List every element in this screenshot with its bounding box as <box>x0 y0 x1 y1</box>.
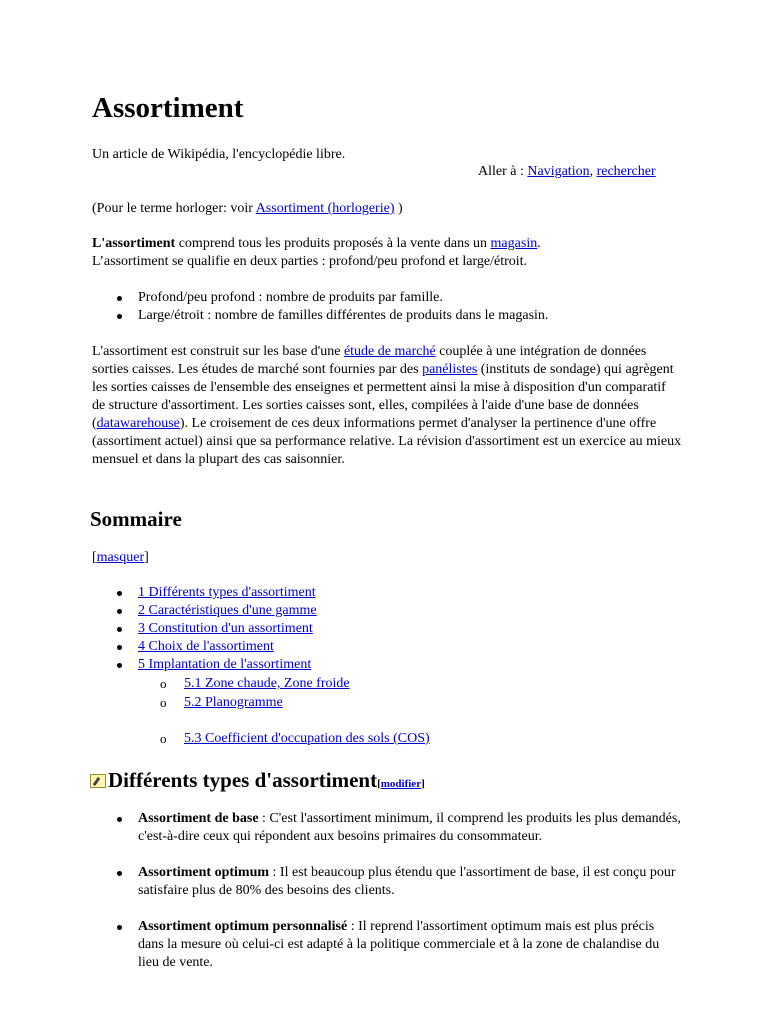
table-of-contents <box>92 584 682 748</box>
toc-heading: Sommaire <box>90 507 182 531</box>
list-item <box>92 307 682 325</box>
intro-bold-term: L'assortiment <box>92 236 176 251</box>
edit-open: [ <box>377 778 381 790</box>
disambig-prefix: (Pour le terme horloger: voir <box>92 201 256 216</box>
definition-list <box>92 289 682 325</box>
item-term: Assortiment optimum <box>138 865 270 880</box>
intro-end: . <box>537 236 541 251</box>
toc-link-5[interactable]: 5 Implantation de l'assortiment <box>138 657 312 672</box>
item-term: Assortiment de base <box>138 811 259 826</box>
list-item <box>92 918 682 972</box>
toc-sublist <box>138 675 682 748</box>
toc-link-5-1[interactable]: 5.1 Zone chaude, Zone froide <box>184 676 350 691</box>
toc-item <box>92 584 682 602</box>
item-text: : Il reprend l'assortiment optimum mais est plus précis dans la mesure où celui-ci est adapté à la politique commerciale et à la zone de chalandise du lieu de vente. <box>138 919 660 970</box>
toc-subitem <box>138 730 682 748</box>
pencil-icon <box>90 774 106 788</box>
jump-search-link[interactable]: rechercher <box>596 164 656 179</box>
edit-close: ] <box>421 778 425 790</box>
item-term: Assortiment optimum personnalisé <box>138 919 348 934</box>
toc-link-1[interactable]: 1 Différents types d'assortiment <box>138 585 316 600</box>
para2-text-3: (instituts de sondage) qui agrègent les sorties caisses de l'ensemble des enseignes et permettent ainsi la mise à disposition d'un comparatif de structure d'assortiment. Les sorties caisses sont, elles, compilées à l'aide d'une base de données ( <box>92 362 674 431</box>
toc-toggle-close: ] <box>144 550 149 565</box>
disambig-link[interactable]: Assortiment (horlogerie) <box>255 201 395 216</box>
jump-prefix: Aller à : <box>478 164 528 179</box>
list-item-text: Large/étroit : nombre de familles différentes de produits dans le magasin. <box>138 308 549 323</box>
para2-text-4: ). Le croisement de ces deux informations permet d'analyser la pertinence d'une offre (assortiment actuel) ainsi que sa performance relative. La révision d'assortiment est un exercice au mieux mensuel et dans la plupart des cas saisonnier. <box>92 416 682 467</box>
assortment-types-list <box>92 810 682 972</box>
toc-subitem <box>138 694 682 712</box>
tagline-text: Un article de Wikipédia, l'encyclopédie libre. <box>92 147 346 162</box>
item-text: : Il est beaucoup plus étendu que l'assortiment de base, il est conçu pour satisfaire plus de 80% des besoins des clients. <box>138 865 676 898</box>
jump-separator: , <box>589 164 597 179</box>
toc-subitem <box>138 675 682 693</box>
toc-item <box>92 656 682 748</box>
section-heading <box>90 766 425 798</box>
toc-link-2[interactable]: 2 Caractéristiques d'une gamme <box>138 603 317 618</box>
toc-link-5-3[interactable]: 5.3 Coefficient d'occupation des sols (COS) <box>184 731 430 746</box>
disambig-suffix: ) <box>394 201 403 216</box>
toc-link-4[interactable]: 4 Choix de l'assortiment <box>138 639 274 654</box>
panelistes-link[interactable]: panélistes <box>422 362 478 377</box>
section-edit <box>377 778 425 790</box>
toc-item <box>92 602 682 620</box>
toc-link-5-2[interactable]: 5.2 Planogramme <box>184 695 283 710</box>
toc-item <box>92 620 682 638</box>
toc-hide-link[interactable]: masquer <box>96 550 145 565</box>
jump-links <box>478 163 656 181</box>
list-item <box>92 810 682 846</box>
magasin-link[interactable]: magasin <box>490 236 538 251</box>
datawarehouse-link[interactable]: datawarehouse <box>96 416 180 431</box>
toc-toggle-open: [ <box>92 550 97 565</box>
toc-item <box>92 638 682 656</box>
disambiguation-note <box>92 200 682 218</box>
toc-link-3[interactable]: 3 Constitution d'un assortiment <box>138 621 313 636</box>
intro-paragraph <box>92 235 682 271</box>
modifier-link[interactable]: modifier <box>380 778 422 790</box>
list-item <box>92 289 682 307</box>
para2-text-1: L'assortiment est construit sur les base d'une <box>92 344 344 359</box>
page-title: Assortiment <box>92 92 244 124</box>
para2-text-2: couplée à une intégration de données sorties caisses. Les études de marché sont fournies par des <box>92 344 647 377</box>
intro-line2: L’assortiment se qualifie en deux parties : profond/peu profond et large/étroit. <box>92 254 528 269</box>
body-paragraph <box>92 343 682 469</box>
jump-navigation-link[interactable]: Navigation <box>527 164 590 179</box>
list-item-text: Profond/peu profond : nombre de produits par famille. <box>138 290 443 305</box>
section-title: Différents types d'assortiment <box>108 768 378 792</box>
intro-text: comprend tous les produits proposés à la vente dans un <box>175 236 491 251</box>
toc-toggle <box>92 549 682 567</box>
etude-de-marche-link[interactable]: étude de marché <box>343 344 436 359</box>
article-tagline <box>92 146 682 164</box>
item-text: : C'est l'assortiment minimum, il comprend les produits les plus demandés, c'est-à-dire ceux qui répondent aux besoins primaires du consommateur. <box>138 811 681 844</box>
list-item <box>92 864 682 900</box>
